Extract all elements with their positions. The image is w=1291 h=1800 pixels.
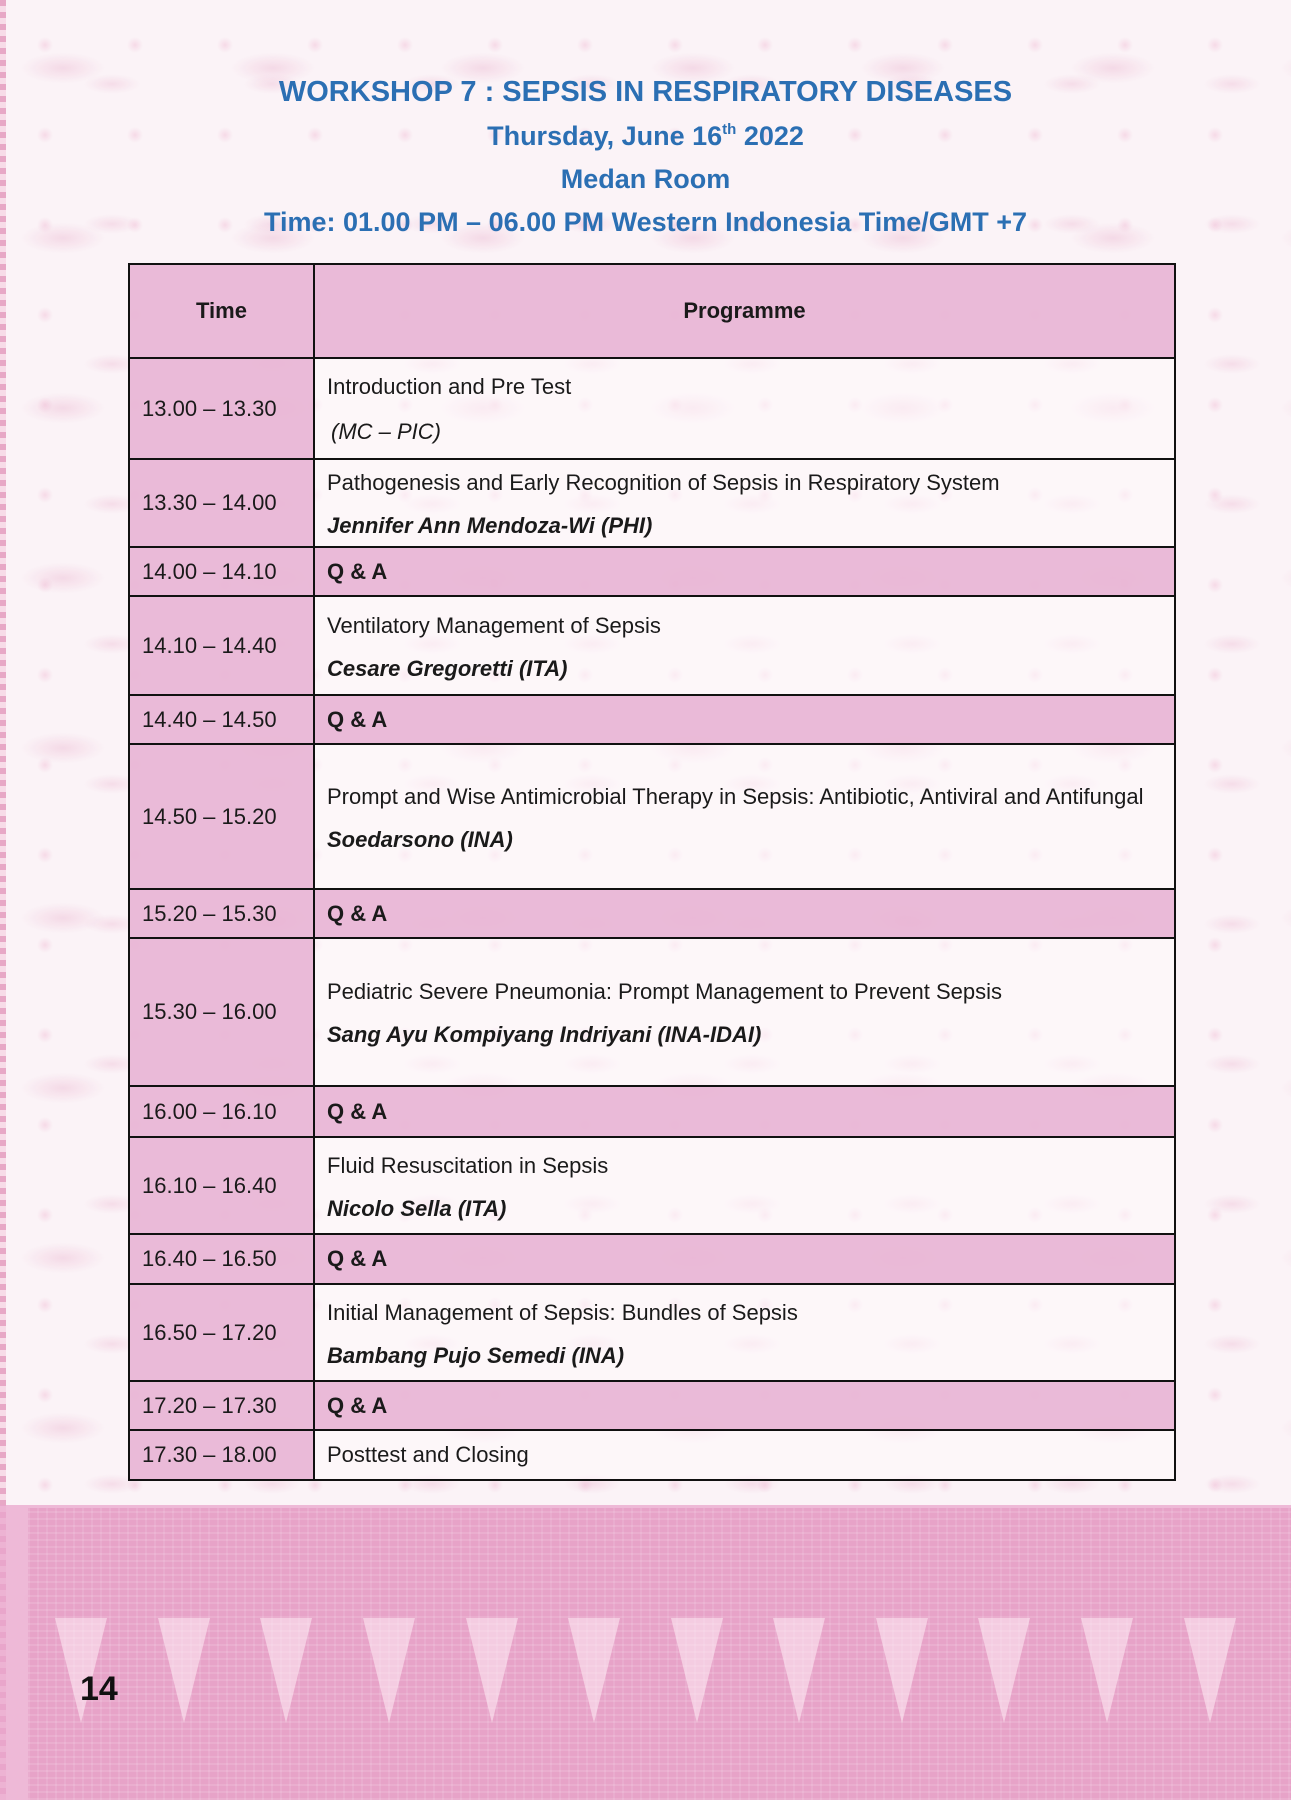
programme-column-header: Programme: [314, 264, 1175, 358]
session-title: Posttest and Closing: [327, 1442, 529, 1467]
session-time: 13.30 – 14.00: [129, 459, 314, 547]
table-row: [129, 596, 1175, 695]
session-cell: [314, 459, 1175, 547]
table-row: [129, 358, 1175, 459]
triangle-ornament: [363, 1618, 415, 1723]
session-cell: [314, 1430, 1175, 1480]
date-ordinal-suffix: th: [722, 121, 737, 138]
date-year: 2022: [736, 121, 804, 151]
session-title: Prompt and Wise Antimicrobial Therapy in Sepsis: Antibiotic, Antiviral and Antifungal: [327, 783, 1144, 809]
session-time: 13.00 – 13.30: [129, 358, 314, 459]
table-row: [129, 744, 1175, 889]
footer-triangle-motif: [0, 1618, 1291, 1728]
workshop-time: Time: 01.00 PM – 06.00 PM Western Indonesia Time/GMT +7: [263, 207, 1028, 237]
session-title: Initial Management of Sepsis: Bundles of Sepsis: [327, 1299, 798, 1325]
session-cell: [314, 938, 1175, 1086]
session-time: 14.50 – 15.20: [129, 744, 314, 889]
workshop-room: Medan Room: [560, 164, 731, 194]
table-row: [129, 1381, 1175, 1430]
qa-label: Q & A: [314, 547, 1175, 596]
session-cell: [314, 1137, 1175, 1234]
session-cell: [314, 358, 1175, 459]
date-text: Thursday, June 16: [487, 121, 723, 151]
session-time: 14.40 – 14.50: [129, 695, 314, 744]
session-speaker: Bambang Pujo Semedi (INA): [327, 1342, 625, 1368]
session-title: Pediatric Severe Pneumonia: Prompt Management to Prevent Sepsis: [327, 979, 1003, 1004]
session-time: 17.30 – 18.00: [129, 1430, 314, 1480]
table-row: [129, 695, 1175, 744]
qa-label: Q & A: [314, 1234, 1175, 1284]
session-speaker: Nicolo Sella (ITA): [327, 1195, 507, 1221]
session-time: 16.40 – 16.50: [129, 1234, 314, 1284]
session-time: 16.00 – 16.10: [129, 1086, 314, 1137]
session-time: 15.30 – 16.00: [129, 938, 314, 1086]
session-title: Introduction and Pre Test: [327, 373, 572, 399]
table-row: [129, 547, 1175, 596]
session-time: 14.00 – 14.10: [129, 547, 314, 596]
session-title: Pathogenesis and Early Recognition of Sepsis in Respiratory System: [327, 470, 1000, 495]
table-header-row: [129, 264, 1175, 358]
workshop-title: WORKSHOP 7 : SEPSIS IN RESPIRATORY DISEASES: [278, 76, 1013, 108]
page-number: 14: [80, 1670, 118, 1708]
session-time: 17.20 – 17.30: [129, 1381, 314, 1430]
session-speaker: Jennifer Ann Mendoza-Wi (PHI): [327, 513, 653, 538]
session-speaker: Sang Ayu Kompiyang Indriyani (INA-IDAI): [327, 1022, 762, 1047]
triangle-ornament: [671, 1618, 723, 1723]
qa-label: Q & A: [314, 695, 1175, 744]
table-row: [129, 938, 1175, 1086]
table-row: [129, 1086, 1175, 1137]
triangle-ornament: [978, 1618, 1030, 1723]
session-time: 16.50 – 17.20: [129, 1284, 314, 1381]
table-row: [129, 459, 1175, 547]
table-row: [129, 1284, 1175, 1381]
session-title: Fluid Resuscitation in Sepsis: [327, 1152, 609, 1178]
triangle-ornament: [773, 1618, 825, 1723]
session-time: 14.10 – 14.40: [129, 596, 314, 695]
workshop-date: [0, 121, 1291, 152]
triangle-ornament: [158, 1618, 210, 1723]
session-time: 15.20 – 15.30: [129, 889, 314, 938]
qa-label: Q & A: [314, 889, 1175, 938]
triangle-ornament: [466, 1618, 518, 1723]
triangle-ornament: [1184, 1618, 1236, 1723]
qa-label: Q & A: [314, 1381, 1175, 1430]
triangle-ornament: [568, 1618, 620, 1723]
session-note: (MC – PIC): [331, 418, 441, 444]
session-cell: [314, 744, 1175, 889]
session-speaker: Cesare Gregoretti (ITA): [327, 655, 568, 681]
programme-table: [128, 263, 1176, 1481]
qa-label: Q & A: [314, 1086, 1175, 1137]
triangle-ornament: [876, 1618, 928, 1723]
table-row: [129, 1234, 1175, 1284]
time-column-header: Time: [129, 264, 314, 358]
table-row: [129, 889, 1175, 938]
session-time: 16.10 – 16.40: [129, 1137, 314, 1234]
session-cell: [314, 1284, 1175, 1381]
triangle-ornament: [1081, 1618, 1133, 1723]
session-title: Ventilatory Management of Sepsis: [327, 612, 661, 638]
triangle-ornament: [260, 1618, 312, 1723]
session-speaker: Soedarsono (INA): [327, 826, 513, 852]
table-row: [129, 1137, 1175, 1234]
table-row: [129, 1430, 1175, 1480]
session-cell: [314, 596, 1175, 695]
